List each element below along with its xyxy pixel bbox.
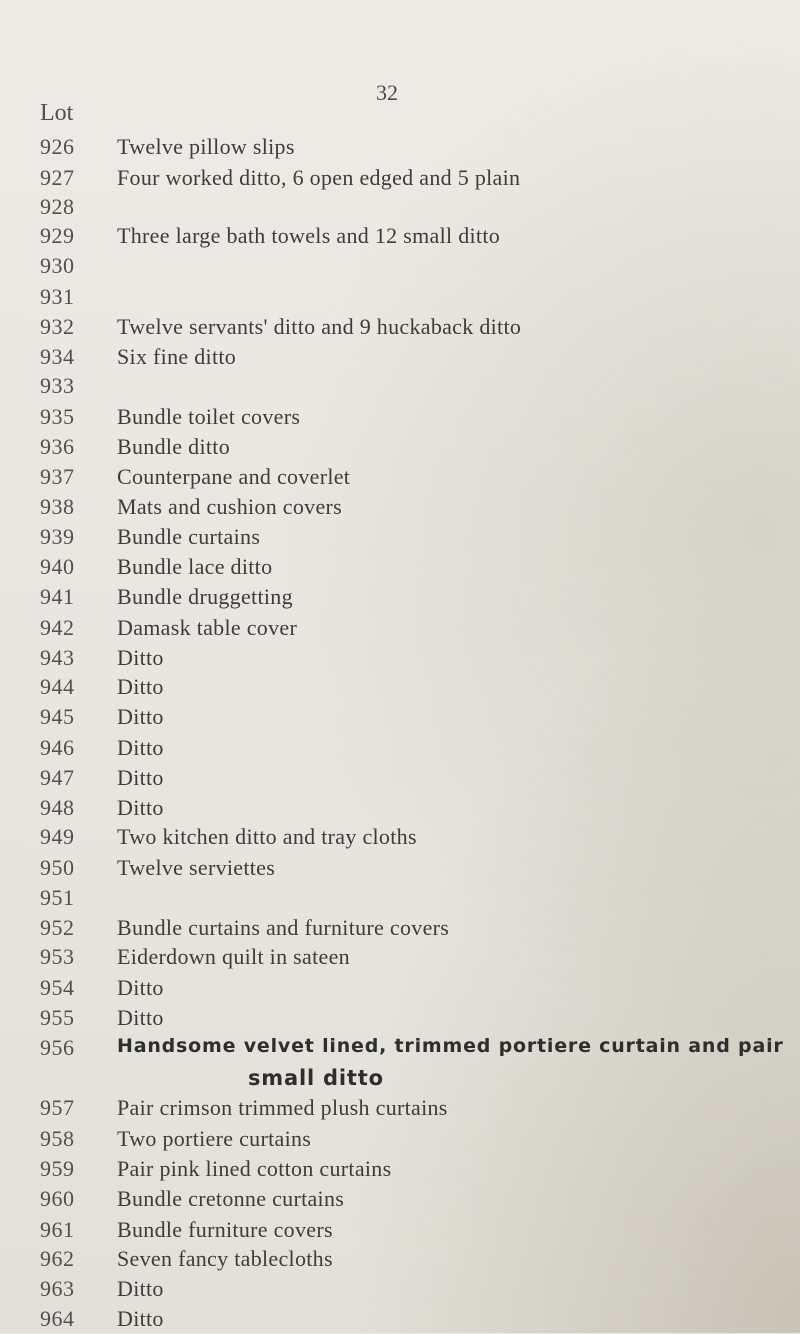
- lot-number: 931: [40, 284, 75, 309]
- lot-number: 954: [40, 975, 75, 1000]
- lot-number: 962: [40, 1246, 75, 1271]
- lot-description: Bundle lace ditto: [117, 554, 273, 579]
- lot-description: Twelve pillow slips: [117, 134, 295, 159]
- lot-number: 952: [40, 915, 75, 940]
- lot-number: 964: [40, 1306, 75, 1331]
- lot-description: Eiderdown quilt in sateen: [117, 944, 350, 969]
- lot-row: [40, 855, 800, 883]
- lot-row: [40, 1035, 800, 1063]
- lot-row: [40, 915, 800, 943]
- lot-description: Handsome velvet lined, trimmed portiere curtain and pair: [117, 1035, 784, 1057]
- page-number: 32: [376, 80, 398, 105]
- lot-number: 945: [40, 704, 75, 729]
- lot-description: Ditto: [117, 735, 164, 760]
- lot-description: Pair crimson trimmed plush curtains: [117, 1095, 448, 1120]
- lot-row: [40, 944, 800, 972]
- lot-number: 935: [40, 404, 75, 429]
- lot-number: 961: [40, 1217, 75, 1242]
- lot-description: Bundle toilet covers: [117, 404, 301, 429]
- lot-number: 937: [40, 464, 75, 489]
- lot-number: 944: [40, 674, 75, 699]
- lot-number: 948: [40, 795, 75, 820]
- lot-row: [40, 194, 800, 222]
- lot-number: 947: [40, 765, 75, 790]
- lot-description: Ditto: [117, 704, 164, 729]
- lot-number: 939: [40, 524, 75, 549]
- lot-row: [40, 524, 800, 552]
- lot-row: [40, 1186, 800, 1214]
- lot-description: Ditto: [117, 674, 164, 699]
- lot-description: Six fine ditto: [117, 344, 237, 369]
- lot-row: [40, 1246, 800, 1274]
- lot-row: [40, 373, 800, 401]
- lot-description: Counterpane and coverlet: [117, 464, 351, 489]
- lot-row: [40, 314, 800, 342]
- lot-number: 928: [40, 194, 75, 219]
- lot-row: [40, 885, 800, 913]
- lot-description: Ditto: [117, 1005, 164, 1030]
- lot-description: Bundle cretonne curtains: [117, 1186, 345, 1211]
- lot-row: [40, 975, 800, 1003]
- lot-description: Twelve servants' ditto and 9 huckaback ditto: [117, 314, 522, 339]
- lot-number: 959: [40, 1156, 75, 1181]
- lot-description: Two portiere curtains: [117, 1126, 312, 1151]
- lot-description: Ditto: [117, 1306, 164, 1331]
- lot-row: [40, 674, 800, 702]
- lot-row: [40, 645, 800, 673]
- lot-row: [40, 165, 800, 193]
- lot-description: Ditto: [117, 1276, 164, 1301]
- lot-number: 936: [40, 434, 75, 459]
- lot-number: 934: [40, 344, 75, 369]
- lot-row: [40, 464, 800, 492]
- lot-number: 963: [40, 1276, 75, 1301]
- lot-description: Bundle ditto: [117, 434, 230, 459]
- lot-description: Ditto: [117, 795, 164, 820]
- lot-description: Ditto: [117, 765, 164, 790]
- lot-row: [40, 824, 800, 852]
- lot-number: 926: [40, 134, 75, 159]
- lot-number: 946: [40, 735, 75, 760]
- lot-row: [40, 434, 800, 462]
- lot-description: Damask table cover: [117, 615, 298, 640]
- lot-number: 943: [40, 645, 75, 670]
- lot-number: 949: [40, 824, 75, 849]
- lot-description-continuation: small ditto: [248, 1066, 384, 1090]
- lot-row: [40, 1156, 800, 1184]
- lot-row: [40, 1126, 800, 1154]
- lot-number: 958: [40, 1126, 75, 1151]
- lot-number: 951: [40, 885, 75, 910]
- lot-description: Twelve serviettes: [117, 855, 276, 880]
- lot-number: 942: [40, 615, 75, 640]
- lot-description: Four worked ditto, 6 open edged and 5 plain: [117, 165, 521, 190]
- lot-number: 941: [40, 584, 75, 609]
- lot-number: 932: [40, 314, 75, 339]
- lot-number: 927: [40, 165, 75, 190]
- lot-number: 940: [40, 554, 75, 579]
- lot-row: [40, 704, 800, 732]
- lot-number: 953: [40, 944, 75, 969]
- lot-number: 938: [40, 494, 75, 519]
- lot-description: Bundle druggetting: [117, 584, 293, 609]
- lot-number: 960: [40, 1186, 75, 1211]
- lot-row: [40, 584, 800, 612]
- lot-row: [40, 1005, 800, 1033]
- lot-description: Ditto: [117, 645, 164, 670]
- lot-description: Three large bath towels and 12 small ditto: [117, 223, 501, 248]
- lot-description: Bundle curtains: [117, 524, 261, 549]
- lot-row: [40, 765, 800, 793]
- lot-row: [40, 344, 800, 372]
- lot-number: 930: [40, 253, 75, 278]
- lot-row: [40, 735, 800, 763]
- lot-row: [40, 1217, 800, 1245]
- lot-description: Seven fancy tablecloths: [117, 1246, 333, 1271]
- lot-row: [40, 253, 800, 281]
- lot-number: 929: [40, 223, 75, 248]
- lot-row: [40, 1306, 800, 1334]
- lot-number: 950: [40, 855, 75, 880]
- lot-row: [40, 615, 800, 643]
- lot-number: 957: [40, 1095, 75, 1120]
- lot-number: 955: [40, 1005, 75, 1030]
- lot-number: 956: [40, 1035, 75, 1060]
- lot-row: [40, 223, 800, 251]
- lot-description: Pair pink lined cotton curtains: [117, 1156, 392, 1181]
- lot-row: [40, 404, 800, 432]
- lot-row: [40, 554, 800, 582]
- lot-row: [40, 134, 800, 162]
- lot-description: Bundle curtains and furniture covers: [117, 915, 450, 940]
- lot-row: [40, 494, 800, 522]
- lot-description: Ditto: [117, 975, 164, 1000]
- lot-row: [40, 1276, 800, 1304]
- lot-row: [40, 1095, 800, 1123]
- lot-row: [40, 795, 800, 823]
- lot-number: 933: [40, 373, 75, 398]
- lot-description: Two kitchen ditto and tray cloths: [117, 824, 417, 849]
- lot-description: Mats and cushion covers: [117, 494, 343, 519]
- lot-row: [40, 284, 800, 312]
- lot-description: Bundle furniture covers: [117, 1217, 333, 1242]
- lot-column-header: Lot: [40, 100, 74, 126]
